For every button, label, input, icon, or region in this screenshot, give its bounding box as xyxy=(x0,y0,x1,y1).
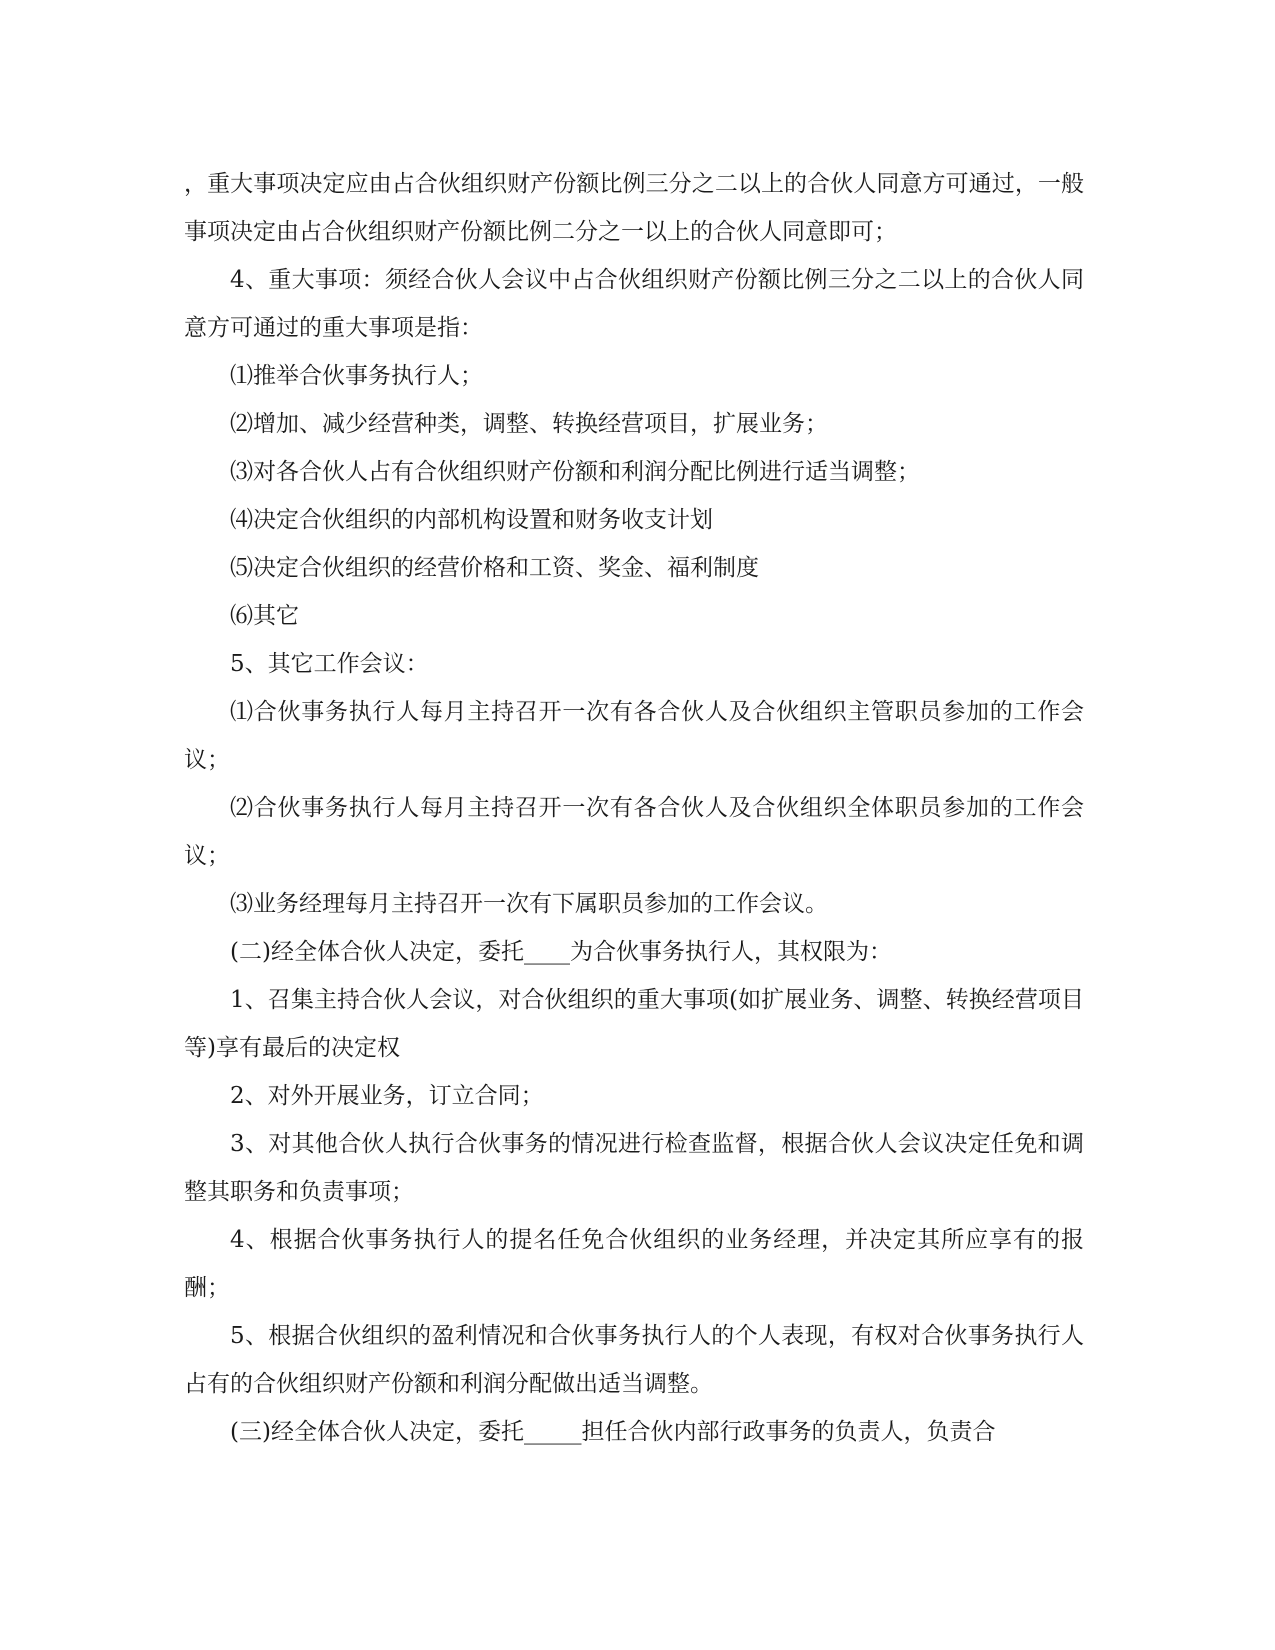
list-item: ⑵增加、减少经营种类，调整、转换经营项目，扩展业务； xyxy=(230,411,828,437)
list-item: ⑴合伙事务执行人每月主持召开一次有各合伙人及合伙组织主管职员参加的工作会议； xyxy=(184,699,1084,773)
list-item: ⑶业务经理每月主持召开一次有下属职员参加的工作会议。 xyxy=(230,891,828,917)
paragraph: 4、重大事项：须经合伙人会议中占合伙组织财产份额比例三分之二以上的合伙人同意方可通过的重大事项是指： xyxy=(184,267,1084,341)
list-item: 2、对外开展业务，订立合同； xyxy=(230,1083,544,1109)
list-item: 4、根据合伙事务执行人的提名任免合伙组织的业务经理，并决定其所应享有的报酬； xyxy=(184,1227,1084,1301)
list-item: ⑴推举合伙事务执行人； xyxy=(230,363,483,389)
list-item: ⑵合伙事务执行人每月主持召开一次有各合伙人及合伙组织全体职员参加的工作会议； xyxy=(184,795,1084,869)
section-heading: (二)经全体合伙人决定，委托____为合伙事务执行人，其权限为： xyxy=(230,939,892,965)
list-item: 3、对其他合伙人执行合伙事务的情况进行检查监督，根据合伙人会议决定任免和调整其职务和负责事项； xyxy=(184,1131,1084,1205)
list-item: ⑹其它 xyxy=(230,603,299,629)
list-item: ⑶对各合伙人占有合伙组织财产份额和利润分配比例进行适当调整； xyxy=(230,459,920,485)
list-item: 1、召集主持合伙人会议，对合伙组织的重大事项(如扩展业务、调整、转换经营项目等)享有最后的决定权 xyxy=(184,987,1084,1061)
paragraph: ，重大事项决定应由占合伙组织财产份额比例三分之二以上的合伙人同意方可通过，一般事项决定由占合伙组织财产份额比例二分之一以上的合伙人同意即可； xyxy=(184,171,1084,245)
document-body xyxy=(184,160,1084,1456)
list-item: ⑷决定合伙组织的内部机构设置和财务收支计划 xyxy=(230,507,713,533)
list-item: ⑸决定合伙组织的经营价格和工资、奖金、福利制度 xyxy=(230,555,759,581)
paragraph: 5、其它工作会议： xyxy=(230,651,429,677)
section-heading: (三)经全体合伙人决定，委托_____担任合伙内部行政事务的负责人，负责合 xyxy=(230,1419,996,1445)
list-item: 5、根据合伙组织的盈利情况和合伙事务执行人的个人表现，有权对合伙事务执行人占有的合伙组织财产份额和利润分配做出适当调整。 xyxy=(184,1323,1084,1397)
